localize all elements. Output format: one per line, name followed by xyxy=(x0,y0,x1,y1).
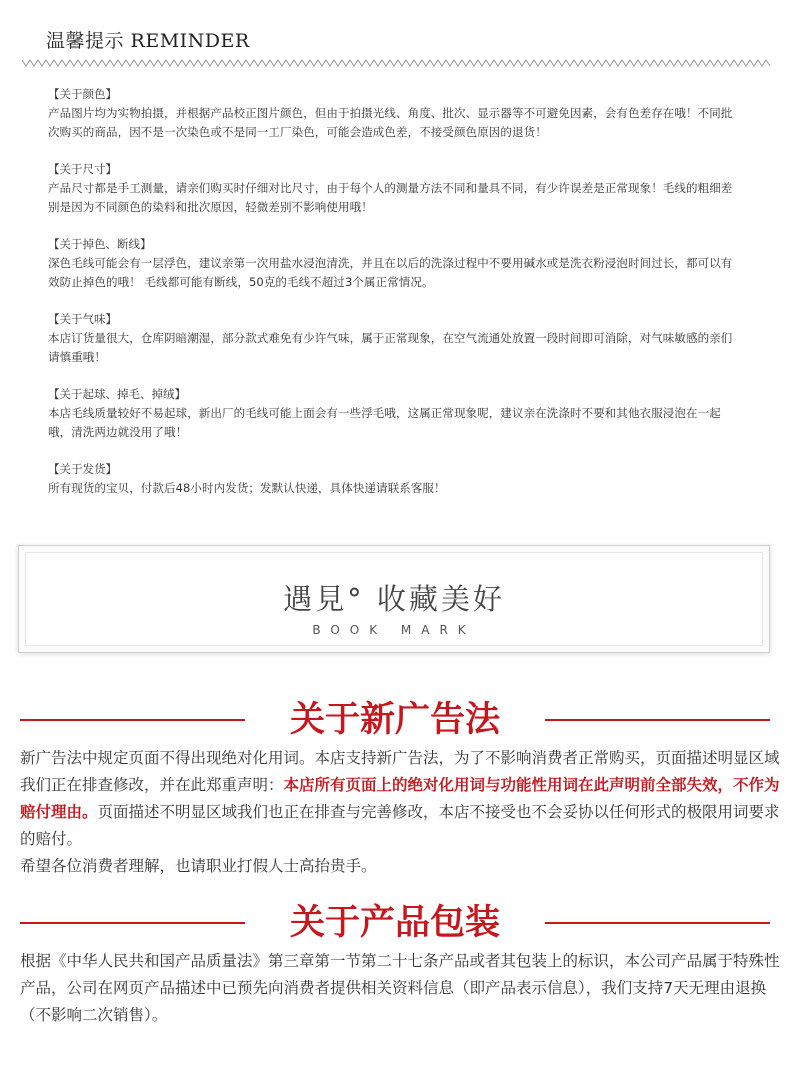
note-text: 产品尺寸都是手工测量，请亲们购买时仔细对比尺寸，由于每个人的测量方法不同和量具不同，有少许误差是正常现象！毛线的粗细差别是因为不同颜色的染料和批次原因，轻微差别不影响使用哦！ xyxy=(48,181,733,214)
bookmark-subtitle: BOOK MARK xyxy=(312,623,476,637)
heading-rule-right xyxy=(545,922,770,924)
heading-rule-right xyxy=(545,719,770,721)
packaging-header xyxy=(20,898,770,948)
note-color xyxy=(48,84,738,142)
ad-law-disclaimer: 本店所有页面上的绝对化用词与功能性用词在此声明前全部失效，不作为赔付理由。 xyxy=(20,776,780,821)
bookmark-frame xyxy=(25,552,763,646)
note-heading: 【关于气味】 xyxy=(48,312,117,326)
ad-law-text-continued: 页面描述不明显区域我们也正在排查与完善修改，本店不接受也不会妥协以任何形式的极限用词要求的赔付。 xyxy=(20,803,780,848)
note-pilling xyxy=(48,384,738,442)
note-shipping xyxy=(48,459,738,498)
note-text: 所有现货的宝贝，付款后48小时内发货；发默认快递，具体快递请联系客服！ xyxy=(48,481,446,495)
note-heading: 【关于颜色】 xyxy=(48,87,117,101)
bookmark-banner[interactable] xyxy=(18,545,770,653)
note-size xyxy=(48,159,738,217)
ad-law-heading: 关于新广告法 xyxy=(289,700,500,740)
note-fading xyxy=(48,234,738,292)
note-heading: 【关于尺寸】 xyxy=(48,162,117,176)
ad-law-text: 新广告法中规定页面不得出现绝对化用词。本店支持新广告法，为了不影响消费者正常购买，页面描述明显区域我们正在排查修改，并在此郑重声明： xyxy=(20,749,780,794)
note-heading: 【关于起球、掉毛、掉绒】 xyxy=(48,387,186,401)
reminder-title: 温馨提示 REMINDER xyxy=(46,30,250,52)
packaging-statement: 根据《中华人民共和国产品质量法》第三章第一节第二十七条产品或者其包装上的标识，本公司产品属于特殊性产品，公司在网页产品描述中已预先向消费者提供相关资料信息（即产品表示信息），我们支持7天无理由退换（不影响二次销售）。 xyxy=(20,952,780,1024)
note-text: 产品图片均为实物拍摄，并根据产品校正图片颜色，但由于拍摄光线、角度、批次、显示器等不可避免因素，会有色差存在哦！不同批次购买的商品，因不是一次染色或不是同一工厂染色，可能会造成色差，不接受颜色原因的退货！ xyxy=(48,106,733,139)
note-heading: 【关于掉色、断线】 xyxy=(48,237,152,251)
bookmark-title: 遇見° 收藏美好 xyxy=(283,582,505,616)
reminder-notes xyxy=(48,84,738,515)
ad-law-statement xyxy=(20,745,780,880)
packaging-heading: 关于产品包装 xyxy=(289,903,500,943)
zigzag-divider xyxy=(22,58,770,68)
heading-rule-left xyxy=(20,922,245,924)
note-text: 本店毛线质量较好不易起球，新出厂的毛线可能上面会有一些浮毛哦，这属正常现象呢，建议亲在洗涤时不要和其他衣服浸泡在一起哦，清洗两边就没用了哦！ xyxy=(48,406,721,439)
note-text: 本店订货量很大，仓库阴暗潮湿，部分款式难免有少许气味，属于正常现象，在空气流通处放置一段时间即可消除，对气味敏感的亲们请慎重哦！ xyxy=(48,331,733,364)
ad-law-closing: 希望各位消费者理解，也请职业打假人士高抬贵手。 xyxy=(20,857,377,875)
note-heading: 【关于发货】 xyxy=(48,462,117,476)
note-text: 深色毛线可能会有一层浮色，建议亲第一次用盐水浸泡清洗，并且在以后的洗涤过程中不要用碱水或是洗衣粉浸泡时间过长，都可以有效防止掉色的哦！ 毛线都可能有断线，50克的毛线不超过3个属正常情况。 xyxy=(48,256,733,289)
ad-law-header xyxy=(20,695,770,745)
heading-rule-left xyxy=(20,719,245,721)
note-odor xyxy=(48,309,738,367)
